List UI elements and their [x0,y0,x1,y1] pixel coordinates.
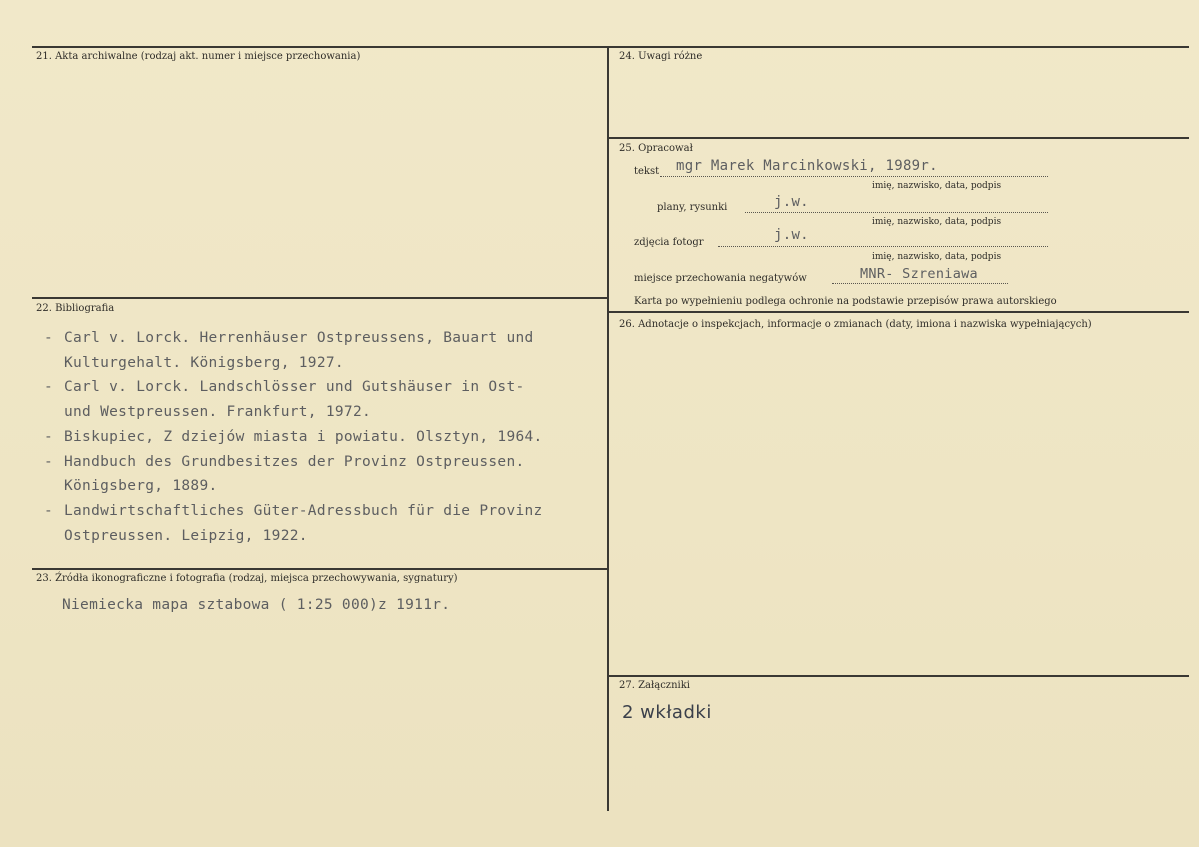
bibliography-entry-1-line-2: Kulturgehalt. Königsberg, 1927. [64,354,344,371]
bibliography-entry-2-line-1: Carl v. Lorck. Landschlösser und Gutshäuser in Ost- [64,379,525,396]
rule-26-top [608,311,1189,313]
negatywy-label: miejsce przechowania negatywów [634,273,807,284]
bibliography-entry-3: - Biskupiec, Z dziejów miasta i powiatu. Olsztyn, 1964. [44,425,543,450]
bibliography-entry-2-line-2: und Westpreussen. Frankfurt, 1972. [64,404,372,421]
section-26-label: 26. Adnotacje o inspekcjach, informacje o zmianach (daty, imiona i nazwiska wypełniających) [619,319,1092,330]
tekst-caption: imię, nazwisko, data, podpis [872,181,1002,191]
negatywy-dotted-line [832,283,1008,284]
rule-22-top [32,297,609,299]
bibliography-list [44,326,543,548]
plany-value: j.w. [774,194,809,210]
bibliography-entry-5-line-1: Landwirtschaftliches Güter-Adressbuch für die Provinz [64,502,543,519]
bibliography-entry-5-line-2: Ostpreussen. Leipzig, 1922. [64,527,308,544]
zdjecia-caption: imię, nazwisko, data, podpis [872,252,1002,262]
zdjecia-dotted-line [718,246,1048,247]
rule-top [32,46,1189,48]
bibliography-entry-5: - Landwirtschaftliches Güter-Adressbuch für die Provinz [44,499,543,524]
copyright-notice: Karta po wypełnieniu podlega ochronie na podstawie przepisów prawa autorskiego [634,296,1057,307]
tekst-value: mgr Marek Marcinkowski, 1989r. [676,158,938,174]
rule-center-vertical [607,46,609,811]
plany-label: plany, rysunki [657,202,728,213]
bibliography-entry-1: - Carl v. Lorck. Herrenhäuser Ostpreussens, Bauart und [44,326,543,351]
bibliography-entry-3-line-1: Biskupiec, Z dziejów miasta i powiatu. Olsztyn, 1964. [64,428,543,445]
bibliography-entry-4-line-1: Handbuch des Grundbesitzes der Provinz Ostpreussen. [64,453,525,470]
section-27-value: 2 wkładki [622,702,712,723]
rule-25-top [608,137,1189,139]
rule-23-top [32,568,609,570]
section-25-label: 25. Opracował [619,143,693,154]
bibliography-entry-4-line-2: Königsberg, 1889. [64,478,218,495]
bibliography-entry-2: - Carl v. Lorck. Landschlösser und Gutshäuser in Ost- [44,375,543,400]
tekst-dotted-line [660,176,1048,177]
plany-dotted-line [745,212,1048,213]
zdjecia-label: zdjęcia fotogr [634,237,704,248]
bibliography-entry-4: - Handbuch des Grundbesitzes der Provinz Ostpreussen. [44,450,543,475]
tekst-label: tekst [634,166,660,177]
section-22-label: 22. Bibliografia [36,303,115,314]
section-23-label: 23. Źródła ikonograficzne i fotografia (rodzaj, miejsca przechowywania, sygnatury) [36,573,458,584]
negatywy-value: MNR- Szreniawa [860,266,978,282]
section-24-label: 24. Uwagi różne [619,51,703,62]
section-27-label: 27. Załączniki [619,680,690,691]
section-21-label: 21. Akta archiwalne (rodzaj akt. numer i miejsce przechowania) [36,51,361,62]
rule-27-top [608,675,1189,677]
section-23-value: Niemiecka mapa sztabowa ( 1:25 000)z 1911r. [62,597,451,613]
plany-caption: imię, nazwisko, data, podpis [872,217,1002,227]
zdjecia-value: j.w. [774,227,809,243]
bibliography-entry-1-line-1: Carl v. Lorck. Herrenhäuser Ostpreussens, Bauart und [64,330,534,346]
